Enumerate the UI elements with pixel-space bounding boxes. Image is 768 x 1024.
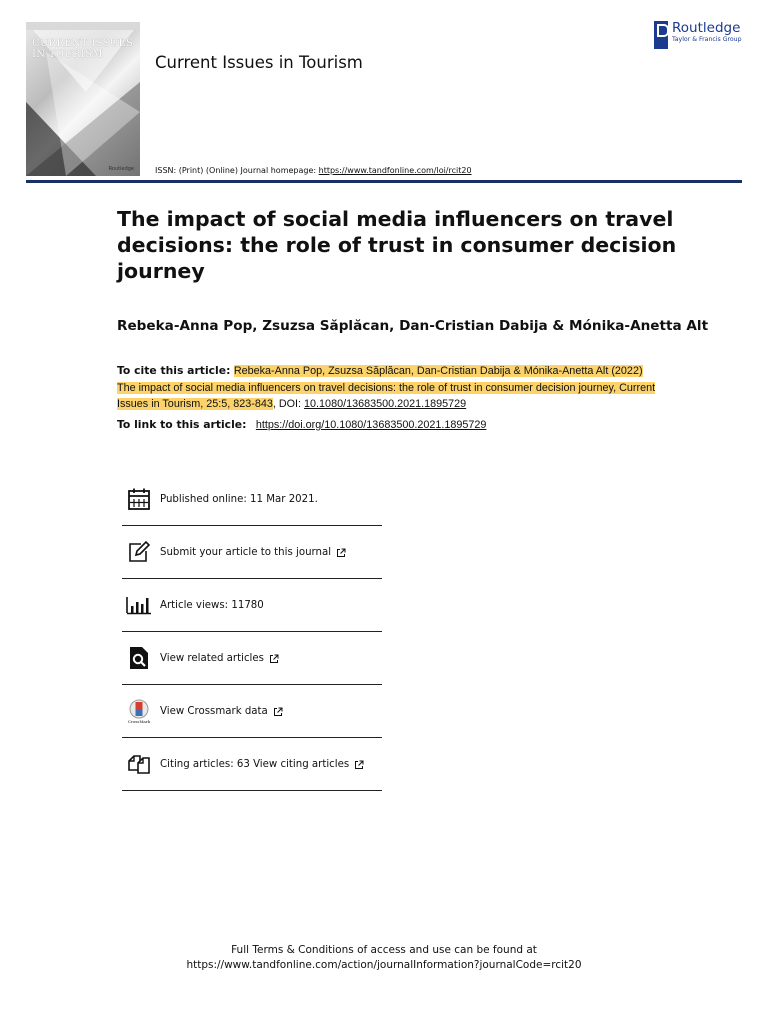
journal-homepage-link[interactable]: https://www.tandfonline.com/loi/rcit20 [318, 166, 472, 175]
terms-line: Full Terms & Conditions of access and use can be found at [231, 944, 537, 956]
cover-title: CURRENT ISSUES IN TOURISM [32, 38, 134, 60]
external-link-icon [269, 649, 279, 668]
terms-url[interactable]: https://www.tandfonline.com/action/journalInformation?journalCode=rcit20 [186, 958, 582, 971]
crossmark-item[interactable] [122, 685, 382, 738]
journal-cover-image [26, 22, 140, 176]
external-link-icon [273, 702, 283, 721]
article-link-line [117, 418, 486, 431]
search-document-icon [126, 645, 152, 671]
cover-publisher-mark: Routledge [108, 166, 134, 172]
citation-block [117, 363, 662, 413]
issn-prefix: ISSN: (Print) (Online) Journal homepage: [155, 166, 319, 175]
citing-articles-item[interactable] [122, 738, 382, 791]
article-title: The impact of social media influencers on travel decisions: the role of trust in consumer decision journey [117, 207, 677, 283]
article-views-text: Article views: 11780 [160, 599, 264, 611]
header-divider [26, 180, 742, 183]
citing-articles-link[interactable]: Citing articles: 63 View citing articles [160, 758, 350, 770]
published-online-item [122, 473, 382, 526]
article-link-label: To link to this article: [117, 418, 247, 431]
citation-doi-link[interactable]: 10.1080/13683500.2021.1895729 [304, 398, 467, 410]
external-link-icon [336, 543, 346, 562]
publisher-name: Routledge [672, 20, 741, 36]
citation-text: Rebeka-Anna Pop, Zsuzsa Săplăcan, Dan-Cristian Dabija & Mónika-Anetta Alt (2022) The impact of social media influencers on travel decisions: the role of trust in consumer decision journey, Current Issues in Tourism, 25:5, 823-843 [117, 365, 656, 410]
published-online-text: Published online: 11 Mar 2021. [160, 493, 318, 505]
article-link-url[interactable]: https://doi.org/10.1080/13683500.2021.1895729 [255, 419, 487, 431]
crossmark-caption: CrossMark [127, 718, 151, 724]
submit-article-item[interactable] [122, 526, 382, 579]
citing-icon [126, 751, 152, 777]
terms-footer [0, 943, 768, 972]
related-articles-item[interactable] [122, 632, 382, 685]
publisher-group: Taylor & Francis Group [672, 36, 742, 43]
crossmark-icon [126, 698, 152, 724]
article-views-item [122, 579, 382, 632]
publisher-logo [654, 21, 742, 49]
calendar-icon [126, 486, 152, 512]
external-link-icon [354, 755, 364, 774]
issn-line [155, 166, 472, 175]
routledge-logo-icon [654, 21, 668, 49]
crossmark-link[interactable]: View Crossmark data [160, 705, 268, 717]
submit-article-link[interactable]: Submit your article to this journal [160, 546, 332, 558]
citation-label: To cite this article: [117, 364, 231, 377]
related-articles-link[interactable]: View related articles [160, 652, 264, 664]
citation-doi-prefix: , DOI: [272, 398, 305, 410]
article-authors: Rebeka-Anna Pop, Zsuzsa Săplăcan, Dan-Cristian Dabija & Mónika-Anetta Alt [117, 318, 709, 334]
article-info-list [122, 473, 382, 791]
journal-title: Current Issues in Tourism [155, 53, 363, 72]
edit-icon [126, 539, 152, 565]
bar-chart-icon [126, 592, 152, 618]
